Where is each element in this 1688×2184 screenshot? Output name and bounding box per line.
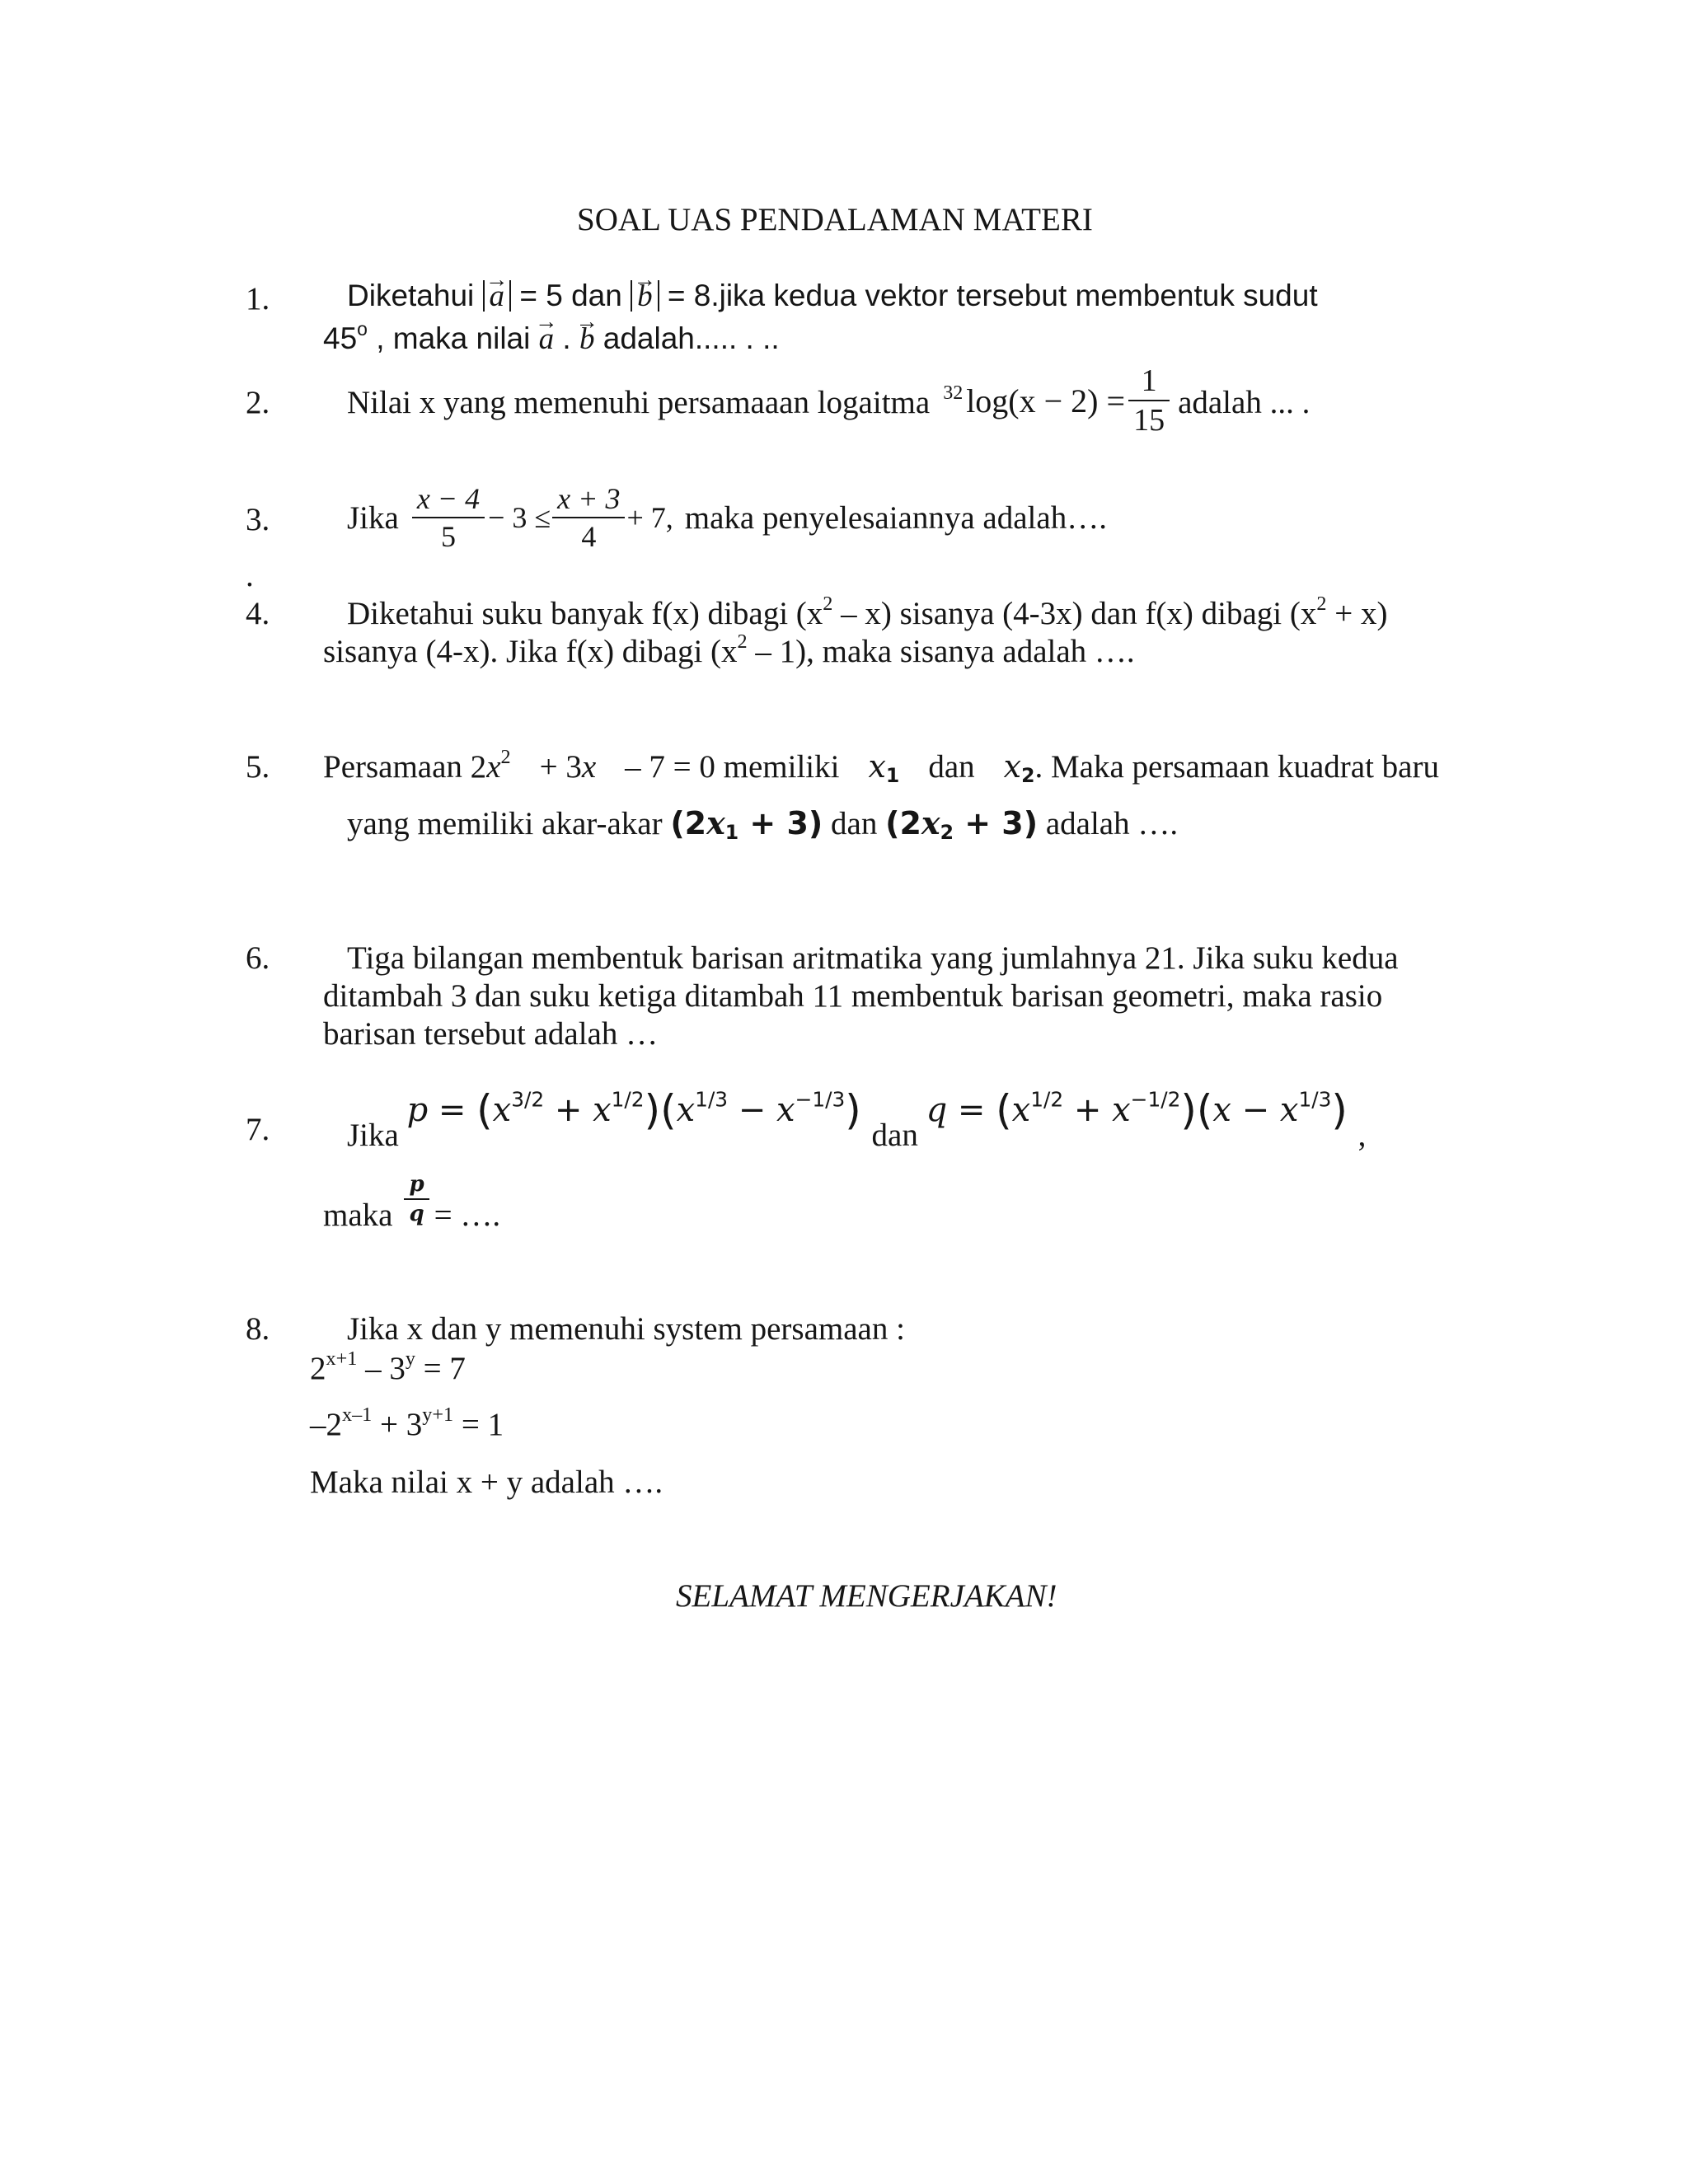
- new-root-2-sub: 2: [940, 820, 954, 844]
- q5-persamaan: Persamaan 2: [323, 749, 487, 785]
- question-4-line-2: [323, 630, 1135, 670]
- eq1-minus: – 3: [365, 1351, 406, 1386]
- q5-exponent: 2: [500, 746, 511, 769]
- question-8-line-1: Jika x dan y memenuhi system persamaan :: [347, 1311, 905, 1347]
- new-root-1-sub: 1: [724, 820, 739, 844]
- x-var: x: [593, 1091, 612, 1129]
- paren-open: (: [996, 1086, 1012, 1134]
- question-6-line-3: barisan tersebut adalah …: [323, 1016, 659, 1052]
- q3-jika: Jika: [347, 499, 399, 536]
- q-var: q: [926, 1091, 948, 1129]
- p-var: p: [406, 1091, 429, 1129]
- new-root-2-open: (2: [885, 805, 921, 841]
- question-1-line-1: [347, 279, 1318, 313]
- fraction-numerator: 1: [1128, 365, 1170, 401]
- q5-text-d: [1004, 748, 1439, 787]
- paren-open: (: [1196, 1086, 1213, 1134]
- fraction-numerator: [404, 1174, 429, 1200]
- closing-message: SELAMAT MENGERJAKAN!: [676, 1578, 1057, 1614]
- paren-close: ): [1331, 1086, 1348, 1134]
- q5-text-c: – 7 = 0 memiliki: [625, 749, 840, 785]
- question-3-number: 3.: [246, 502, 270, 537]
- q4-text-e: – 1), maka sisanya adalah ….: [755, 634, 1135, 669]
- vector-a: → a: [490, 281, 505, 312]
- q3-tail: + 7,: [626, 501, 673, 534]
- q5-text-a: [323, 748, 511, 787]
- q5-text-f: adalah ….: [1045, 806, 1179, 841]
- question-3-line: [347, 480, 1107, 555]
- exp-3-2: 3/2: [511, 1087, 545, 1112]
- degree-symbol: o: [357, 317, 368, 340]
- fraction-one-fifteenth: [1128, 365, 1170, 436]
- question-7-line-1: [347, 1086, 1366, 1152]
- question-8-number: 8.: [246, 1311, 270, 1347]
- new-root-1-open: (2: [670, 805, 707, 841]
- exp-neg-1-3: −1/3: [795, 1087, 846, 1112]
- eq1-exp-2: y: [405, 1347, 415, 1371]
- q5-maka: . Maka persamaan kuadrat baru: [1034, 749, 1439, 785]
- stray-period: .: [246, 558, 254, 593]
- eq1-result: = 7: [423, 1351, 466, 1386]
- x-var: x: [1279, 1091, 1299, 1129]
- vector-b-dot: → b: [579, 321, 595, 357]
- q4-exponent-2: 2: [1316, 593, 1327, 616]
- q7-maka: maka: [323, 1197, 393, 1233]
- eq2-plus: + 3: [380, 1407, 423, 1442]
- question-7-number: 7.: [246, 1112, 270, 1147]
- question-2-line: [347, 363, 1310, 438]
- q7-comma: ,: [1357, 1118, 1367, 1153]
- q1-text-c: = 8.jika kedua vektor tersebut membentuk sudut: [667, 279, 1318, 312]
- q5-text-e: yang memiliki akar-akar: [347, 806, 663, 841]
- fraction-numerator: x + 3: [552, 484, 625, 518]
- question-1-line-2: [323, 317, 780, 357]
- x-var: x: [1011, 1091, 1031, 1129]
- exp-1-3: 1/3: [695, 1087, 729, 1112]
- q5-text-b: [540, 748, 597, 787]
- angle-value: 45: [323, 321, 358, 355]
- new-root-1-close: + 3): [749, 805, 823, 841]
- question-8-equation-2: [310, 1406, 504, 1443]
- vector-b: → b: [637, 281, 653, 312]
- new-root-2: [885, 804, 1039, 844]
- new-root-1-var: x: [706, 804, 725, 841]
- root-x1-sub: 1: [885, 763, 900, 787]
- root-x1-var: x: [868, 748, 886, 785]
- question-5-line-1: [323, 748, 1439, 787]
- q3-middle: − 3 ≤: [488, 501, 551, 534]
- vector-a-magnitude: [483, 280, 512, 312]
- paren-close: ): [644, 1086, 661, 1134]
- x-var: x: [776, 1091, 795, 1129]
- fraction-denominator: 4: [581, 520, 597, 553]
- paren-close: ): [845, 1086, 861, 1134]
- vector-a-dot: → a: [539, 321, 555, 357]
- question-1-number: 1.: [246, 281, 270, 316]
- question-7-line-2: [323, 1162, 500, 1236]
- q4-text-b: – x) sisanya (4-3x) dan f(x) dibagi (x: [841, 596, 1317, 631]
- eq1-exp-1: x+1: [326, 1347, 358, 1371]
- vector-b-magnitude: [631, 280, 659, 312]
- eq2-base: –2: [310, 1407, 342, 1442]
- exp-1-3: 1/3: [1298, 1087, 1332, 1112]
- q4-text-c: + x): [1334, 596, 1388, 631]
- fraction-denominator: [404, 1200, 429, 1225]
- eq1-base: 2: [310, 1351, 326, 1386]
- question-5-number: 5.: [246, 749, 270, 785]
- x-var: x: [1212, 1091, 1231, 1129]
- q2-end: adalah ... .: [1178, 384, 1311, 420]
- new-root-2-close: + 3): [964, 805, 1039, 841]
- fraction-x-minus-4-over-5: [412, 484, 485, 551]
- q4-exponent-3: 2: [737, 630, 748, 654]
- q5-var-x: x: [486, 749, 501, 785]
- log-expression: log(x − 2) =: [966, 382, 1126, 419]
- root-x1: [868, 748, 899, 787]
- question-6-line-2: ditambah 3 dan suku ketiga ditambah 11 membentuk barisan geometri, maka rasio: [323, 978, 1383, 1014]
- q7-end: = ….: [434, 1197, 501, 1233]
- question-4-number: 4.: [246, 596, 270, 631]
- root-x2-sub: 2: [1021, 763, 1035, 787]
- q1-text-d: , maka nilai: [376, 321, 531, 355]
- q7-dan: dan: [871, 1118, 918, 1153]
- fraction-denominator: 15: [1133, 403, 1165, 438]
- fraction-p-over-q: [404, 1174, 429, 1225]
- question-2-number: 2.: [246, 385, 270, 420]
- q1-text-a: Diketahui: [347, 279, 475, 312]
- q2-text: Nilai x yang memenuhi persamaaan logaitma: [347, 384, 931, 420]
- new-root-2-var: x: [921, 804, 940, 841]
- q5-dan-2: dan: [831, 806, 878, 841]
- q-var: q: [409, 1202, 424, 1226]
- question-8-line-4: Maka nilai x + y adalah ….: [310, 1465, 663, 1500]
- q4-text-a: Diketahui suku banyak f(x) dibagi (x: [347, 596, 823, 631]
- dot-operator: .: [562, 321, 571, 355]
- q5-plus-three: + 3: [539, 749, 582, 785]
- q5-var-x-2: x: [581, 749, 597, 785]
- p-var: p: [409, 1172, 424, 1197]
- q4-text-d: sisanya (4-x). Jika f(x) dibagi (x: [323, 634, 738, 669]
- q5-dan: dan: [928, 749, 975, 785]
- question-8-equation-1: [310, 1347, 466, 1387]
- x-var: x: [676, 1091, 696, 1129]
- paren-open: (: [476, 1086, 493, 1134]
- page-title: SOAL UAS PENDALAMAN MATERI: [577, 202, 1093, 237]
- expression-q: $q = (x^{1/2} + x^{-1/2})(x - x^{1/3})$: [926, 1086, 1348, 1134]
- log-base: 32: [943, 382, 964, 404]
- q4-exponent-1: 2: [823, 593, 833, 616]
- root-x2-var: x: [1003, 748, 1022, 785]
- root-x2: [1004, 748, 1035, 785]
- exp-1-2: 1/2: [611, 1087, 645, 1112]
- question-5-line-2: [347, 804, 1178, 844]
- fraction-denominator: 5: [440, 520, 456, 553]
- q3-end: maka penyelesaiannya adalah….: [684, 499, 1107, 536]
- fraction-x-plus-3-over-4: [552, 484, 625, 551]
- paren-close: ): [1180, 1086, 1197, 1134]
- question-6-number: 6.: [246, 940, 270, 976]
- question-4-line-1: [347, 595, 1387, 632]
- eq2-result: = 1: [461, 1407, 504, 1442]
- eq2-exp-2: y+1: [422, 1404, 454, 1427]
- x-var: x: [492, 1091, 512, 1129]
- expression-p: $p = (x^{3/2} + x^{1/2})(x^{1/3} - x^{-1/3})$: [406, 1086, 861, 1134]
- eq2-exp-1: x–1: [342, 1404, 373, 1427]
- exp-neg-1-2: −1/2: [1130, 1087, 1181, 1112]
- q7-jika: Jika: [347, 1118, 399, 1153]
- q1-text-b: = 5 dan: [519, 279, 622, 312]
- q1-text-e: adalah..... . ..: [603, 321, 780, 355]
- exp-1-2: 1/2: [1030, 1087, 1064, 1112]
- fraction-numerator: x − 4: [412, 484, 485, 518]
- question-6-line-1: Tiga bilangan membentuk barisan aritmatika yang jumlahnya 21. Jika suku kedua: [347, 940, 1399, 976]
- paren-open: (: [660, 1086, 677, 1134]
- x-var: x: [1112, 1091, 1131, 1129]
- new-root-1: [670, 804, 823, 844]
